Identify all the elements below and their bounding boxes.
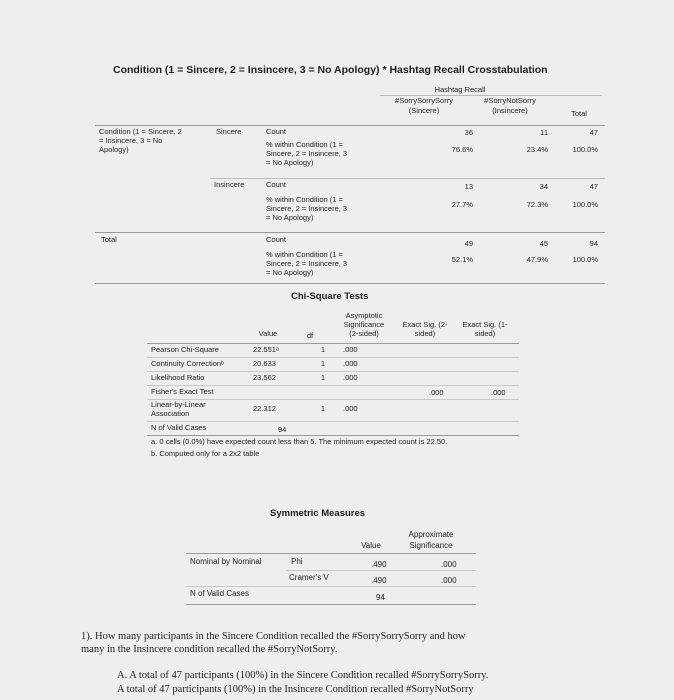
symm-row-group: Nominal by Nominal: [190, 557, 262, 566]
rule: [147, 385, 519, 386]
chisq-footnote-a: a. 0 cells (0.0%) have expected count less than 5. The minimum expected count is 22.50.: [151, 437, 448, 446]
total-pct-col1: 52.1%: [451, 255, 473, 264]
pct-label-line2: Sincere, 2 = Insincere, 3: [266, 259, 348, 268]
symm-phi-value: .490: [371, 560, 387, 569]
chisq-footnote-b: b. Computed only for a 2x2 table: [151, 449, 260, 458]
chisq-n-value: 94: [278, 425, 287, 434]
count-label: Count: [266, 127, 287, 136]
chisq-row-label-line1: Linear-by-Linear: [151, 400, 206, 409]
sincere-pct-col2: 23.4%: [526, 145, 548, 154]
sincere-pct-total: 100.0%: [572, 145, 598, 154]
chisq-row-label: Continuity Correctionᵇ: [151, 359, 224, 368]
pct-label-line2: Sincere, 2 = Insincere, 3: [266, 149, 348, 158]
insincere-pct-total: 100.0%: [572, 200, 598, 209]
row-var-label-line1: Condition (1 = Sincere, 2: [99, 127, 182, 136]
sincere-count-total: 47: [589, 128, 598, 137]
rule: [147, 435, 519, 436]
count-label: Count: [266, 235, 287, 244]
total-row-label: Total: [101, 235, 117, 244]
answer-line2: A total of 47 participants (100%) in the Insincere Condition recalled #SorryNotSorry: [117, 684, 474, 695]
rule: [186, 586, 476, 587]
rule: [286, 570, 476, 571]
rule: [186, 604, 476, 605]
pct-label-line3: = No Apology): [266, 158, 314, 167]
pct-label-line3: = No Apology): [266, 213, 314, 222]
row-var-label-line3: Apology): [99, 145, 129, 154]
chisq-row-label: Pearson Chi-Square: [151, 345, 219, 354]
pct-label-line1: % within Condition (1 =: [266, 140, 343, 149]
total-pct-col2: 47.9%: [526, 255, 548, 264]
chisq-header-exact1-line1: Exact Sig. (1-: [462, 320, 508, 329]
symm-cramer-sig: .000: [441, 576, 457, 585]
sincere-count-col2: 11: [540, 128, 548, 137]
symm-n-value: 94: [376, 593, 385, 602]
sincere-label: Sincere: [216, 127, 242, 136]
rule: [210, 178, 605, 179]
chisq-asym: .000: [343, 345, 358, 354]
symm-cramer-value: .490: [371, 576, 387, 585]
pct-label-line1: % within Condition (1 =: [266, 250, 343, 259]
insincere-label: Insincere: [214, 180, 245, 189]
chisq-asym: .000: [343, 359, 358, 368]
chisq-value: 20.633: [253, 359, 276, 368]
chisq-header-exact1-line2: sided): [474, 329, 496, 338]
chisq-asym: .000: [343, 404, 358, 413]
rule: [95, 125, 605, 126]
rule: [147, 421, 519, 422]
chisq-df: 1: [320, 359, 326, 368]
symm-header-approx-line1: Approximate: [408, 530, 454, 539]
rule: [95, 232, 605, 233]
chisq-row-label: Likelihood Ratio: [151, 373, 205, 382]
col1-header-line1: #SorrySorrySorry: [395, 96, 453, 105]
rule: [186, 553, 476, 554]
chisq-df: 1: [320, 404, 326, 413]
insincere-count-col2: 34: [539, 182, 548, 191]
chisq-value: 22.551ᵃ: [253, 345, 279, 354]
rule: [147, 357, 519, 358]
chisq-header-asym-line3: (2-sided): [349, 329, 379, 338]
total-count-col2: 45: [539, 239, 548, 248]
total-pct-total: 100.0%: [572, 255, 598, 264]
chisq-asym: .000: [343, 373, 358, 382]
col-group-header: Hashtag Recall: [434, 85, 486, 94]
pct-label-line3: = No Apology): [266, 268, 314, 277]
total-count-total: 94: [589, 239, 598, 248]
insincere-count-col1: 13: [464, 182, 473, 191]
count-label: Count: [266, 180, 287, 189]
chisq-value: 23.562: [253, 373, 276, 382]
pct-label-line2: Sincere, 2 = Insincere, 3: [266, 204, 348, 213]
answer-line1: A. A total of 47 participants (100%) in the Sincere Condition recalled #SorrySorrySorry.: [117, 670, 489, 681]
sincere-count-col1: 36: [464, 128, 473, 137]
symm-header-value: Value: [361, 541, 381, 550]
chisq-header-exact2-line2: sided): [414, 329, 436, 338]
symm-header-approx-line2: Significance: [409, 541, 453, 550]
chisq-header-asym-line2: Significance: [343, 320, 385, 329]
chisq-header-asym-line1: Asymptotic: [345, 311, 383, 320]
symm-n-label: N of Valid Cases: [190, 589, 249, 598]
symm-cramer-label: Cramer's V: [289, 573, 329, 582]
total-count-col1: 49: [464, 239, 473, 248]
rule: [380, 95, 602, 96]
chisq-header-df: df: [306, 331, 314, 340]
chisq-df: 1: [320, 345, 326, 354]
insincere-pct-col1: 27.7%: [451, 200, 473, 209]
crosstab-title: Condition (1 = Sincere, 2 = Insincere, 3 = No Apology) * Hashtag Recall Crosstabulation: [113, 64, 548, 76]
sincere-pct-col1: 76.6%: [451, 145, 473, 154]
rule: [95, 283, 605, 284]
chisq-header-exact2-line1: Exact Sig. (2-: [402, 320, 448, 329]
insincere-pct-col2: 72.3%: [526, 200, 548, 209]
question-line1: 1). How many participants in the Sincere Condition recalled the #SorrySorrySorry and how: [81, 631, 466, 642]
symm-phi-label: Phi: [291, 557, 303, 566]
col-total-header: Total: [571, 109, 587, 118]
chisq-row-label-line2: Association: [151, 409, 190, 418]
col2-header-line1: #SorryNotSorry: [484, 96, 536, 105]
chisq-df: 1: [320, 373, 326, 382]
symm-title: Symmetric Measures: [270, 508, 366, 519]
col2-header-line2: (Insincere): [492, 106, 528, 115]
col1-header-line2: (Sincere): [408, 106, 440, 115]
insincere-count-total: 47: [589, 182, 598, 191]
question-line2: many in the Insincere condition recalled the #SorryNotSorry.: [81, 644, 338, 655]
chisq-row-label: N of Valid Cases: [151, 423, 207, 432]
chisq-header-value: Value: [258, 329, 278, 338]
rule: [147, 371, 519, 372]
row-var-label-line2: = Insincere, 3 = No: [99, 136, 163, 145]
chisq-exact2: .000: [429, 388, 444, 397]
chisq-title: Chi-Square Tests: [291, 291, 369, 302]
chisq-row-label: Fisher's Exact Test: [151, 387, 214, 396]
chisq-value: 22.312: [253, 404, 276, 413]
symm-phi-sig: .000: [441, 560, 457, 569]
pct-label-line1: % within Condition (1 =: [266, 195, 343, 204]
chisq-exact1: .000: [491, 388, 506, 397]
rule: [147, 343, 519, 344]
